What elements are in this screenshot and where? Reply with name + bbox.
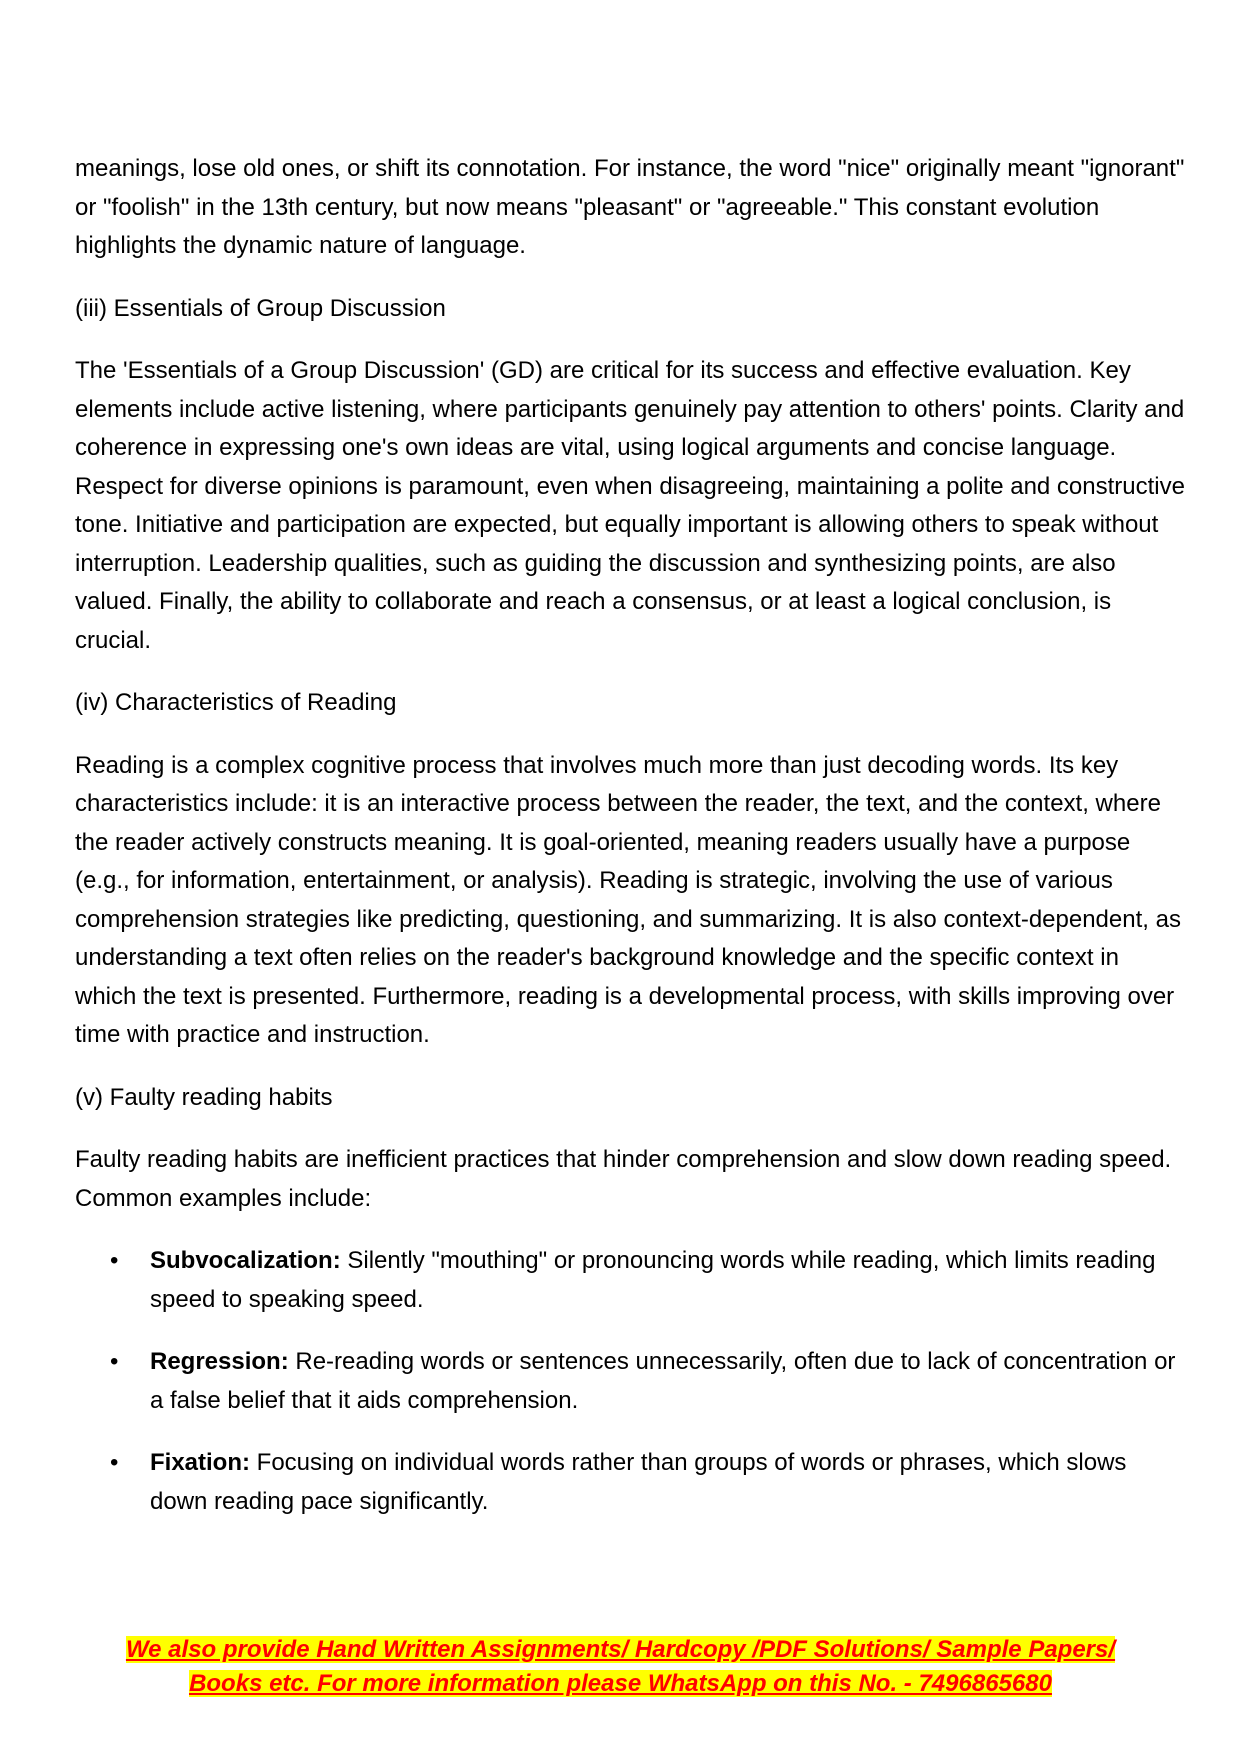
section-v-heading: (v) Faulty reading habits — [75, 1083, 333, 1111]
promo-footer-line-2: Books etc. For more information please WhatsApp on this No. - 7496865680 — [189, 1670, 1052, 1697]
list-item-term: Fixation: — [150, 1449, 250, 1476]
bullet-icon: • — [110, 1449, 119, 1476]
section-iv-body: Reading is a complex cognitive process that involves much more than just decoding words. Its key characteristics include: it is an interactive process between the reader, the text, and the context, where the reader actively constructs meaning. It is goal-oriented, meaning readers usually have a purpose (e.g., for information, entertainment, or analysis). Reading is strategic, involving the use of various comprehension strategies like predicting, questioning, and summarizing. It is also context-dependent, as understanding a text often relies on the reader's background knowledge and the specific context in which the text is presented. Furthermore, reading is a developmental process, with skills improving over time with practice and instruction. — [75, 751, 1181, 1048]
section-iii-body: The 'Essentials of a Group Discussion' (GD) are critical for its success and effective evaluation. Key elements include active listening, where participants genuinely pay attention to others' points. Clarity and coherence in expressing one's own ideas are vital, using logical arguments and concise language. Respect for diverse opinions is paramount, even when disagreeing, maintaining a polite and constructive tone. Initiative and participation are expected, but equally important is allowing others to speak without interruption. Leadership qualities, such as guiding the discussion and synthesizing points, are also valued. Finally, the ability to collaborate and reach a consensus, or at least a logical conclusion, is crucial. — [75, 357, 1185, 654]
list-item-text: Focusing on individual words rather than groups of words or phrases, which slows down reading pace significantly. — [150, 1449, 1127, 1515]
bullet-icon: • — [110, 1348, 119, 1375]
list-item-fixation — [75, 1444, 1185, 1521]
list-item-text: Re-reading words or sentences unnecessarily, often due to lack of concentration or a false belief that it aids comprehension. — [150, 1348, 1176, 1414]
section-iii-heading: (iii) Essentials of Group Discussion — [75, 294, 446, 322]
intro-paragraph: meanings, lose old ones, or shift its connotation. For instance, the word "nice" originally meant "ignorant" or "foolish" in the 13th century, but now means "pleasant" or "agreeable." This constant evolution highlights the dynamic nature of language. — [75, 155, 1185, 259]
list-item-regression — [75, 1343, 1185, 1420]
section-v-body: Faulty reading habits are inefficient practices that hinder comprehension and slow down reading speed. Common examples include: — [75, 1146, 1172, 1212]
document-page — [75, 150, 1185, 1545]
faulty-habits-list — [75, 1242, 1185, 1521]
list-item-text: Silently "mouthing" or pronouncing words while reading, which limits reading speed to speaking speed. — [150, 1247, 1156, 1313]
promo-footer — [0, 1633, 1241, 1701]
promo-footer-line-1: We also provide Hand Written Assignments/ Hardcopy /PDF Solutions/ Sample Papers/ — [125, 1636, 1116, 1663]
list-item-subvocalization — [75, 1242, 1185, 1319]
section-iv-heading: (iv) Characteristics of Reading — [75, 689, 397, 716]
list-item-term: Subvocalization: — [150, 1247, 341, 1274]
list-item-term: Regression: — [150, 1348, 289, 1375]
bullet-icon: • — [110, 1247, 119, 1274]
